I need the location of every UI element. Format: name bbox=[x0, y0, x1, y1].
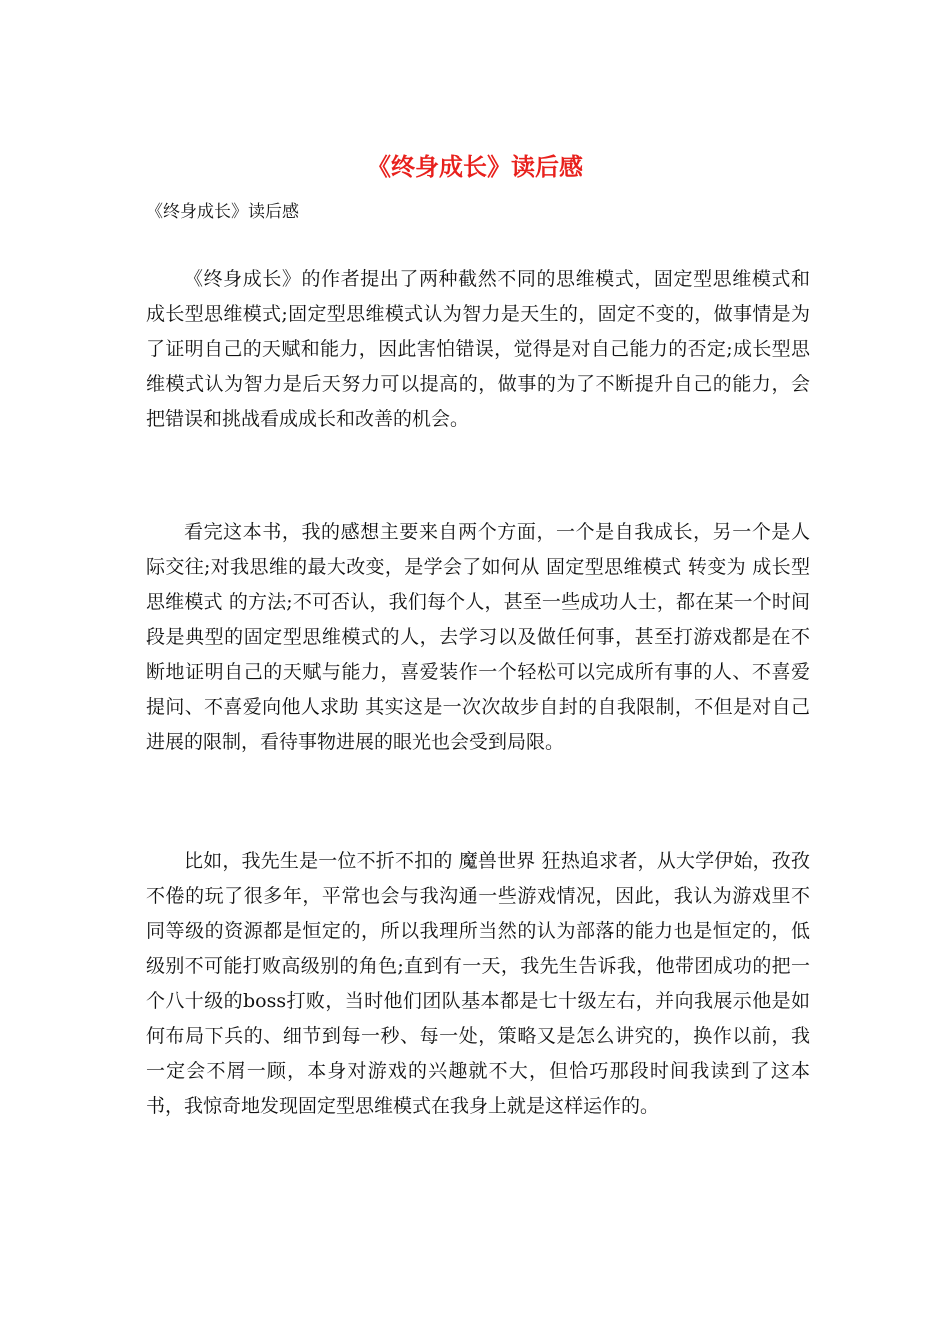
document-title: 《终身成长》读后感 bbox=[367, 152, 583, 181]
paragraph-2: 看完这本书，我的感想主要来自两个方面，一个是自我成长，另一个是人际交往;对我思维的最大改变，是学会了如何从 固定型思维模式 转变为 成长型思维模式 的方法;不可否认，我们每个人，甚至一些成功人士，都在某一个时间段是典型的固定型思维模式的人，去学习以及做任何事，甚至打游戏都是在不断地证明自己的天赋与能力，喜爱装作一个轻松可以完成所有事的人、不喜爱提问、不喜爱向他人求助 其实这是一次次故步自封的自我限制，不但是对自己进展的限制，看待事物进展的眼光也会受到局限。 bbox=[146, 521, 810, 753]
paragraph-1: 《终身成长》的作者提出了两种截然不同的思维模式，固定型思维模式和成长型思维模式;固定型思维模式认为智力是天生的，固定不变的，做事情是为了证明自己的天赋和能力，因此害怕错误，觉得是对自己能力的否定;成长型思维模式认为智力是后天努力可以提高的，做事的为了不断提升自己的能力，会把错误和挑战看成成长和改善的机会。 bbox=[146, 268, 810, 430]
paragraph-3: 比如，我先生是一位不折不扣的 魔兽世界 狂热追求者，从大学伊始，孜孜不倦的玩了很多年，平常也会与我沟通一些游戏情况，因此，我认为游戏里不同等级的资源都是恒定的，所以我理所当然的认为部落的能力也是恒定的，低级别不可能打败高级别的角色;直到有一天，我先生告诉我，他带团成功的把一个八十级的boss打败，当时他们团队基本都是七十级左右，并向我展示他是如何布局下兵的、细节到每一秒、每一处，策略又是怎么讲究的，换作以前，我一定会不屑一顾，本身对游戏的兴趣就不大，但恰巧那段时间我读到了这本书，我惊奇地发现固定型思维模式在我身上就是这样运作的。 bbox=[146, 850, 810, 1117]
document-subtitle: 《终身成长》读后感 bbox=[146, 202, 299, 222]
